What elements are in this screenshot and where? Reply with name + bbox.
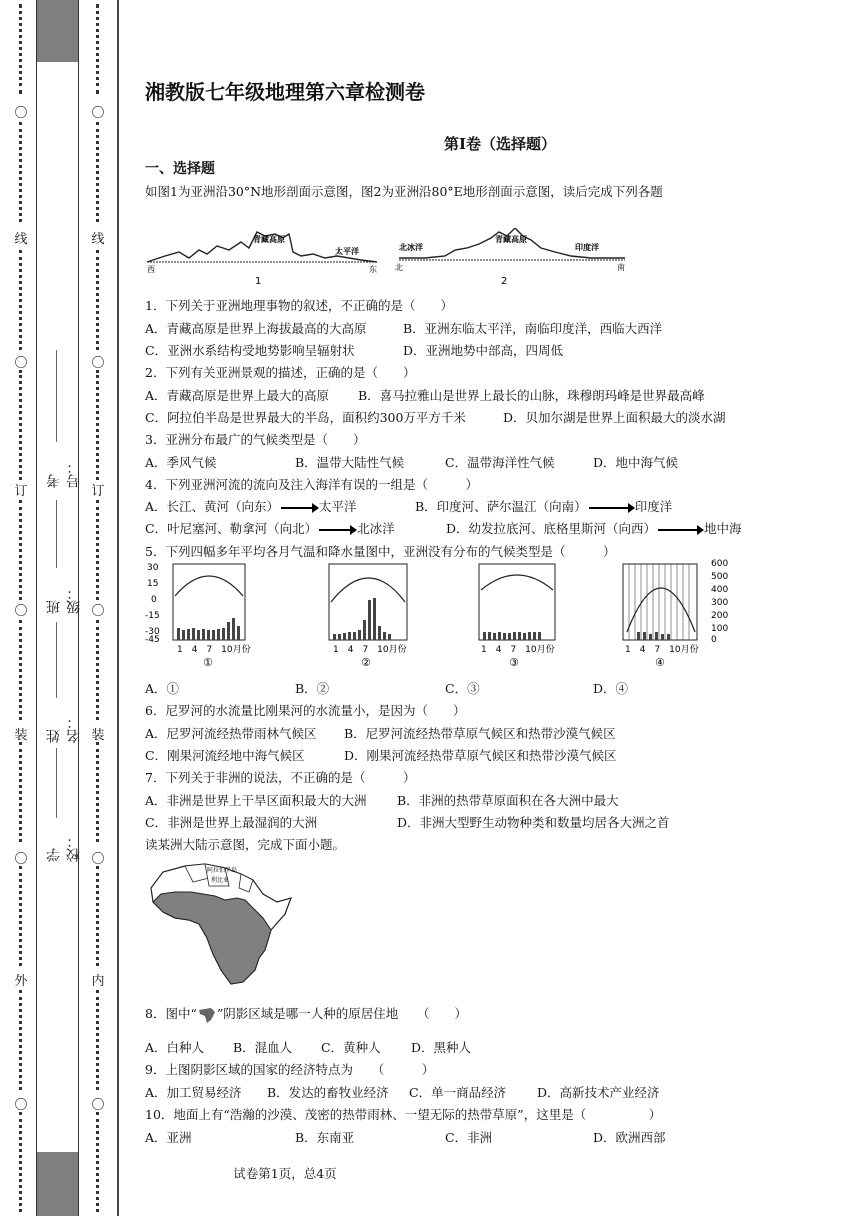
- q6-stem: 6．尼罗河的水流量比刚果河的水流量小，是因为（ ）: [145, 703, 466, 718]
- profile-diagram-2: [395, 228, 635, 288]
- q4-option-a[interactable]: [145, 497, 357, 515]
- q4-a-ocean: 太平洋: [319, 499, 357, 514]
- precip-tick: 500: [711, 572, 729, 582]
- outer-label-line: 线: [14, 232, 28, 247]
- arrow-icon: [658, 529, 702, 531]
- profile2-ocean-label: 印度洋: [575, 243, 599, 252]
- q5-stem: 5．下列四幅多年平均各月气温和降水量图中，亚洲没有分布的气候类型是（ ）: [145, 544, 616, 559]
- inner-label-bind: 订: [91, 484, 105, 499]
- seal-circle: 〇: [91, 604, 105, 619]
- q4-c-ocean: 北冰洋: [357, 521, 395, 536]
- class-label: 班级：: [46, 586, 82, 614]
- q4-option-c[interactable]: [145, 519, 395, 537]
- seal-circle: 〇: [91, 1098, 105, 1113]
- q8-option-b[interactable]: B．混血人: [233, 1040, 293, 1055]
- q10-option-b[interactable]: B．东南亚: [295, 1130, 355, 1145]
- q6-option-a[interactable]: A．尼罗河流经热带雨林气候区: [145, 726, 317, 741]
- temp-tick: 15: [147, 579, 159, 589]
- q7-option-b[interactable]: B．非洲的热带草原面积在各大洲中最大: [397, 793, 619, 808]
- q4-d-rivers: D．幼发拉底河、底格里斯河（向西）: [446, 521, 657, 536]
- q2-option-b[interactable]: B．喜马拉雅山是世界上最长的山脉，珠穆朗玛峰是世界最高峰: [358, 388, 705, 403]
- binding-margin: [0, 0, 118, 1216]
- profile1-ocean-label: 太平洋: [335, 247, 359, 256]
- profile2-south-label: 南: [617, 263, 625, 272]
- chart-label-2: ②: [361, 656, 371, 669]
- seal-circle: 〇: [14, 852, 28, 867]
- q9-stem: 9．上图阴影区域的国家的经济特点为 （ ）: [145, 1062, 435, 1077]
- class-field[interactable]: [56, 500, 57, 568]
- q4-a-rivers: A．长江、黄河（向东）: [145, 499, 280, 514]
- months-axis: 1 4 7 10月份: [481, 645, 555, 655]
- seal-circle: 〇: [91, 852, 105, 867]
- q9-option-d[interactable]: D．高新技术产业经济: [537, 1085, 660, 1100]
- chart-label-1: ①: [203, 656, 213, 669]
- profile-diagram-1: [145, 228, 385, 288]
- climate-chart-1: [145, 560, 255, 670]
- q5-option-c[interactable]: C．③: [445, 681, 480, 696]
- q4-stem: 4．下列亚洲河流的流向及注入海洋有误的一组是（ ）: [145, 477, 478, 492]
- q10-stem: 10．地面上有“浩瀚的沙漠、茂密的热带雨林、一望无际的热带草原”，这里是（ ）: [145, 1107, 662, 1122]
- precip-tick: 0: [711, 635, 717, 645]
- exam-title: 湘教版七年级地理第六章检测卷: [145, 80, 425, 104]
- profile1-west-label: 西: [147, 265, 155, 274]
- climate-chart-2: [325, 560, 425, 670]
- chart-label-4: ④: [655, 656, 665, 669]
- q4-c-rivers: C．叶尼塞河、勒拿河（向北）: [145, 521, 318, 536]
- profile2-sea-label: 北冰洋: [399, 243, 423, 252]
- q4-option-b[interactable]: [415, 497, 672, 515]
- q1-option-d[interactable]: D．亚洲地势中部高，四周低: [403, 343, 564, 358]
- q10-option-a[interactable]: A．亚洲: [145, 1130, 192, 1145]
- temp-tick: 30: [147, 563, 159, 573]
- q2-option-a[interactable]: A．青藏高原是世界上最大的高原: [145, 388, 330, 403]
- q7-option-c[interactable]: C．非洲是世界上最湿润的大洲: [145, 815, 318, 830]
- q1-option-c[interactable]: C．亚洲水系结构受地势影响呈辐射状: [145, 343, 355, 358]
- q5-option-d[interactable]: D．④: [593, 681, 629, 696]
- q8-option-c[interactable]: C．黄种人: [321, 1040, 381, 1055]
- months-axis: 1 4 7 10月份: [625, 645, 699, 655]
- inner-label-inside: 内: [91, 974, 105, 989]
- q3-option-d[interactable]: D．地中海气候: [593, 455, 679, 470]
- exam-number-field[interactable]: [56, 350, 57, 442]
- q4-option-d[interactable]: [446, 519, 742, 537]
- q6-option-b[interactable]: B．尼罗河流经热带草原气候区和热带沙漠气候区: [344, 726, 616, 741]
- map-intro: 读某洲大陆示意图，完成下面小题。: [145, 837, 346, 852]
- chart-label-3: ③: [509, 656, 519, 669]
- q9-option-a[interactable]: A．加工贸易经济: [145, 1085, 242, 1100]
- temp-tick: -15: [145, 611, 160, 621]
- q10-option-c[interactable]: C．非洲: [445, 1130, 493, 1145]
- q8-option-a[interactable]: A．白种人: [145, 1040, 205, 1055]
- profile2-number: 2: [501, 276, 508, 287]
- q5-option-b[interactable]: B．②: [295, 681, 330, 696]
- outer-label-outside: 外: [14, 974, 28, 989]
- outer-label-pack: 装: [14, 728, 28, 743]
- q8-stem-post: ”阴影区域是哪一人种的原居住地 （ ）: [216, 1006, 467, 1021]
- profile1-east-label: 东: [369, 265, 377, 274]
- q8-stem-pre: 8．图中“: [145, 1006, 197, 1021]
- q9-option-b[interactable]: B．发达的畜牧业经济: [267, 1085, 389, 1100]
- precip-tick: 600: [711, 559, 729, 569]
- seal-circle: 〇: [91, 356, 105, 371]
- profile1-number: 1: [255, 276, 262, 287]
- q1-stem: 1．下列关于亚洲地理事物的叙述，不正确的是（ ）: [145, 298, 453, 313]
- q4-d-ocean: 地中海: [704, 521, 742, 536]
- profile2-peak-label: 青藏高原: [495, 235, 527, 244]
- seal-circle: 〇: [14, 356, 28, 371]
- q7-stem: 7．下列关于非洲的说法，不正确的是（ ）: [145, 770, 416, 785]
- arrow-icon: [281, 507, 317, 509]
- q3-option-b[interactable]: B．温带大陆性气候: [295, 455, 405, 470]
- inner-seal-column: [87, 0, 109, 1216]
- exam-number-label: 考号：: [46, 460, 82, 488]
- temp-tick: -30: [145, 627, 160, 637]
- inner-label-pack: 装: [91, 728, 105, 743]
- question-heading: 一、选择题: [145, 161, 215, 177]
- school-field[interactable]: [56, 748, 57, 818]
- binding-divider: [117, 0, 119, 1216]
- q3-option-c[interactable]: C．温带海洋性气候: [445, 455, 555, 470]
- outer-label-bind: 订: [14, 484, 28, 499]
- q9-option-c[interactable]: C．单一商品经济: [409, 1085, 507, 1100]
- map-label-arabian: 阿拉伯半岛: [207, 867, 238, 874]
- climate-chart-4: [619, 554, 749, 670]
- q6-option-c[interactable]: C．刚果河流经地中海气候区: [145, 748, 305, 763]
- seal-circle: 〇: [91, 106, 105, 121]
- precip-tick: 100: [711, 624, 729, 634]
- q4-b-rivers: B．印度河、萨尔温江（向南）: [415, 499, 587, 514]
- temp-tick: 0: [151, 595, 157, 605]
- temp-tick: -45: [145, 635, 160, 645]
- arrow-icon: [589, 507, 633, 509]
- africa-map: [145, 858, 295, 990]
- intro-text: 如图1为亚洲沿30°N地形剖面示意图，图2为亚洲沿80°E地形剖面示意图，读后完成下列各题: [145, 184, 663, 199]
- q2-stem: 2．下列有关亚洲景观的描述，正确的是（ ）: [145, 365, 416, 380]
- q8-option-d[interactable]: D．黑种人: [411, 1040, 472, 1055]
- q1-option-b[interactable]: B．亚洲东临太平洋，南临印度洋，西临大西洋: [403, 321, 663, 336]
- page-footer: 试卷第1页，总4页: [233, 1166, 337, 1181]
- q7-option-a[interactable]: A．非洲是世界上干旱区面积最大的大洲: [145, 793, 367, 808]
- name-label: 姓名：: [46, 715, 82, 743]
- q2-option-d[interactable]: D．贝加尔湖是世界上面积最大的淡水湖: [503, 410, 726, 425]
- q5-option-a[interactable]: A．①: [145, 681, 180, 696]
- profile2-north-label: 北: [395, 263, 403, 272]
- q8-stem: [145, 1004, 467, 1024]
- q3-stem: 3．亚洲分布最广的气候类型是（ ）: [145, 432, 366, 447]
- climate-chart-3: [475, 560, 575, 670]
- seal-circle: 〇: [14, 604, 28, 619]
- q2-option-c[interactable]: C．阿拉伯半岛是世界最大的半岛，面积约300万平方千米: [145, 410, 466, 425]
- seal-circle: 〇: [14, 106, 28, 121]
- months-axis: 1 4 7 10月份: [177, 645, 251, 655]
- outer-seal-column: [10, 0, 32, 1216]
- profile1-peak-label: 青藏高原: [253, 235, 285, 244]
- q10-option-d[interactable]: D．欧洲西部: [593, 1130, 666, 1145]
- q1-option-a[interactable]: A．青藏高原是世界上海拔最高的大高原: [145, 321, 367, 336]
- inner-label-line: 线: [91, 232, 105, 247]
- map-label-libya: 利比亚: [211, 877, 230, 884]
- arrow-icon: [319, 529, 355, 531]
- school-label: 学校：: [46, 834, 82, 862]
- africa-shaded-icon: [197, 1006, 217, 1024]
- precip-tick: 200: [711, 611, 729, 621]
- q7-option-d[interactable]: D．非洲大型野生动物种类和数量均居各大洲之首: [397, 815, 670, 830]
- q4-b-ocean: 印度洋: [634, 499, 673, 514]
- precip-tick: 400: [711, 585, 729, 595]
- precip-tick: 300: [711, 598, 729, 608]
- months-axis: 1 4 7 10月份: [333, 645, 407, 655]
- q3-option-a[interactable]: A．季风气候: [145, 455, 217, 470]
- q6-option-d[interactable]: D．刚果河流经热带草原气候区和热带沙漠气候区: [344, 748, 617, 763]
- name-field[interactable]: [56, 622, 57, 698]
- seal-circle: 〇: [14, 1098, 28, 1113]
- section-title: 第Ⅰ卷（选择题）: [443, 135, 557, 153]
